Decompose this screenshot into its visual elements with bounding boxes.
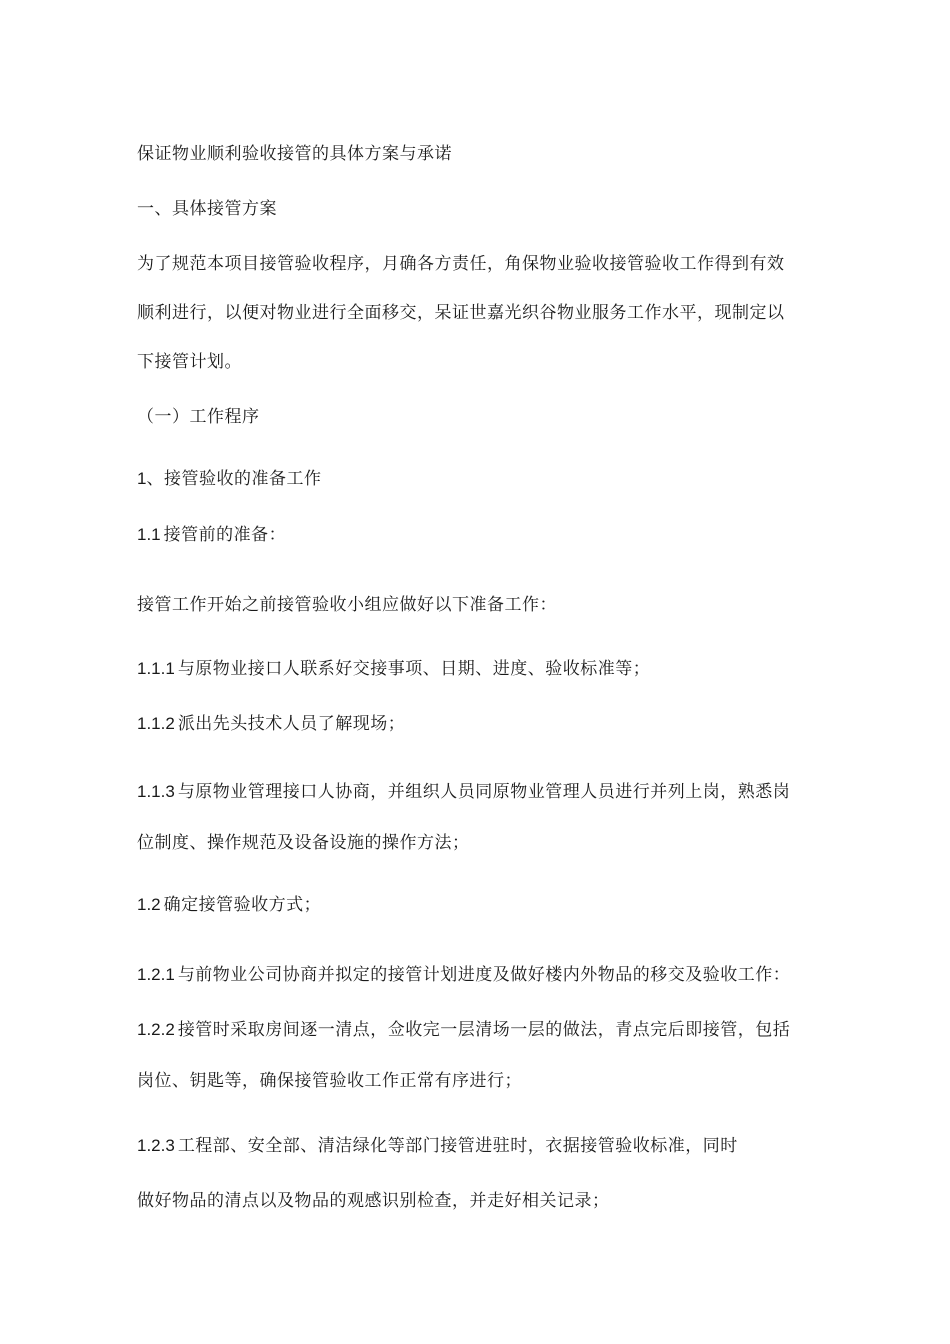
- item-number: 1: [137, 469, 147, 488]
- line-text: 与原物业管理接口人协商，并组织人员同原物业管理人员进行并列上岗，熟悉岗: [177, 782, 791, 802]
- paragraph-line: [137, 302, 785, 324]
- line-text: 岗位、钥匙等，确保接管验收工作正常有序进行；: [137, 1071, 522, 1091]
- section-heading: [137, 198, 277, 220]
- list-item: [137, 964, 790, 986]
- item-number: 1.2.3: [137, 1136, 175, 1155]
- line-text: 接管工作开始之前接管验收小组应做好以下准备工作：: [137, 595, 557, 615]
- item-heading: [137, 894, 321, 916]
- line-text: 一、具体接管方案: [137, 199, 277, 219]
- item-number: 1.1.2: [137, 714, 175, 733]
- paragraph-line: [137, 832, 470, 854]
- document-title: 保证物业顺利验收接管的具体方案与承诺: [137, 144, 452, 164]
- paragraph-line: [137, 1190, 610, 1212]
- line-text: 工程部、安全部、清洁绿化等部门接管进驻时，衣据接管验收标准，同时: [177, 1136, 738, 1156]
- item-number: 1.1: [137, 525, 161, 544]
- list-item: [137, 1019, 790, 1041]
- paragraph-line: [137, 594, 557, 616]
- line-text: 做好物品的清点以及物品的观感识别检查，并走好相关记录；: [137, 1191, 610, 1211]
- item-heading: [137, 468, 321, 490]
- line-text: （一）工作程序: [137, 407, 260, 427]
- paragraph-line: [137, 1070, 522, 1092]
- line-text: 下接管计划。: [137, 352, 242, 372]
- list-item: [137, 1135, 738, 1157]
- item-number: 1.2.2: [137, 1020, 175, 1039]
- list-item: [137, 781, 790, 803]
- line-text: 接管时采取房间逐一清点，佥收完一层清场一层的做法，青点完后即接管，包括: [177, 1020, 791, 1040]
- item-number: 1.1.1: [137, 659, 175, 678]
- item-number: 1.2.1: [137, 965, 175, 984]
- item-heading: [137, 524, 286, 546]
- list-item: [137, 713, 405, 735]
- item-number: 1.1.3: [137, 782, 175, 801]
- list-item: [137, 658, 650, 680]
- item-number: 1.2: [137, 895, 161, 914]
- line-text: 为了规范本项目接管验收程序，月确各方责任，角保物业验收接管验收工作得到有效: [137, 254, 785, 274]
- line-text: 位制度、操作规范及设备设施的操作方法；: [137, 833, 470, 853]
- line-text: 顺利进行，以便对物业进行全面移交，呆证世嘉光织谷物业服务工作水平，现制定以: [137, 303, 785, 323]
- line-text: 接管前的准备：: [163, 525, 287, 545]
- subsection-heading: [137, 406, 260, 428]
- line-text: 确定接管验收方式；: [163, 895, 322, 915]
- line-text: 与前物业公司协商并拟定的接管计划进度及做好楼内外物品的移交及验收工作：: [177, 965, 791, 985]
- line-text: 与原物业接口人联系好交接事项、日期、进度、验收标准等；: [177, 659, 651, 679]
- paragraph-line: [137, 253, 785, 275]
- line-text: 、接管验收的准备工作: [146, 469, 322, 489]
- line-text: 派出先头技术人员了解现场；: [177, 714, 406, 734]
- paragraph-line: [137, 351, 242, 373]
